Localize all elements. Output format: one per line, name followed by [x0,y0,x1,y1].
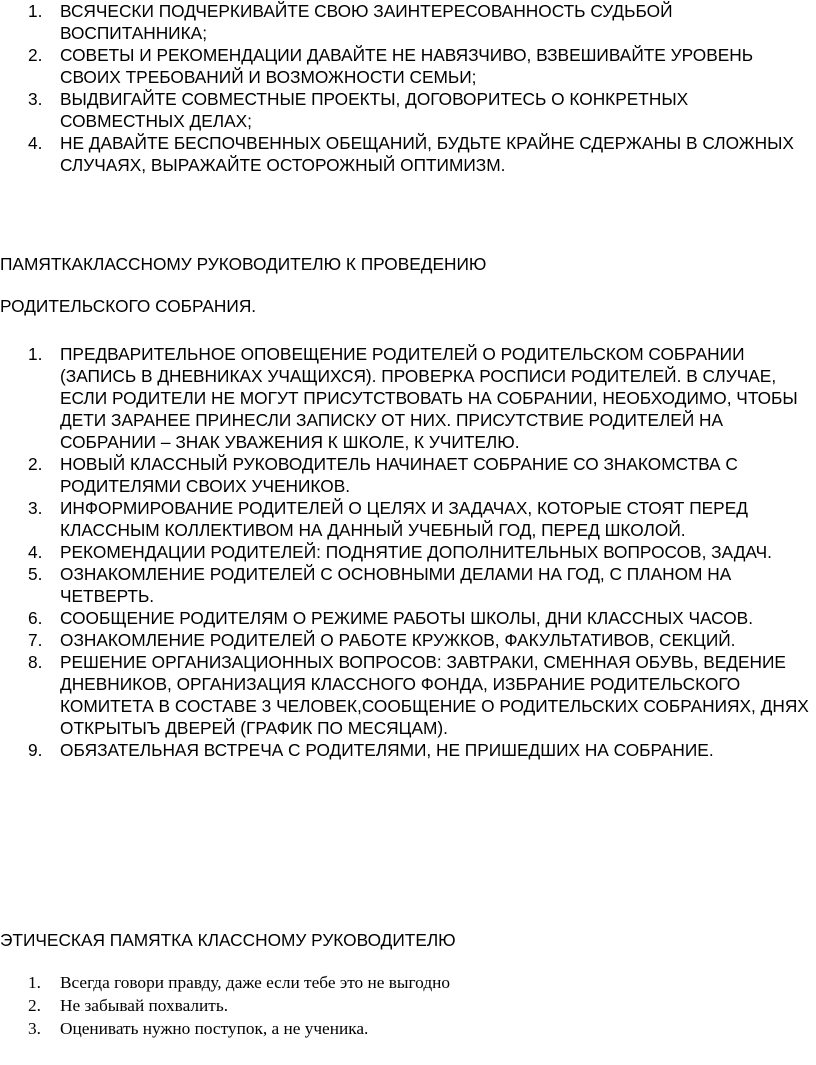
list-item-number: 5. [28,564,43,584]
list-item-number: 2. [28,45,43,65]
list-item [0,1017,812,1040]
list-item [0,541,812,563]
list-item-number: 1. [28,344,43,364]
list-item [0,44,812,88]
list-item-number: 3. [28,1019,41,1038]
list-item [0,994,812,1017]
list-item-text: ОБЯЗАТЕЛЬНАЯ ВСТРЕЧА С РОДИТЕЛЯМИ, НЕ ПРИШЕДШИХ НА СОБРАНИЕ. [60,740,714,760]
meeting-heading-line-2: РОДИТЕЛЬСКОГО СОБРАНИЯ. [0,296,257,316]
list-item-text: Всегда говори правду, даже если тебе это не выгодно [60,973,451,992]
list-item [0,629,812,651]
list-item-text: РЕШЕНИЕ ОРГАНИЗАЦИОННЫХ ВОПРОСОВ: ЗАВТРАКИ, СМЕННАЯ ОБУВЬ, ВЕДЕНИЕ ДНЕВНИКОВ, ОРГАНИЗАЦИЯ КЛАССНОГО ФОНДА, ИЗБРАНИЕ РОДИТЕЛЬСКОГО КОМИТЕТА В СОСТАВЕ 3 ЧЕЛОВЕК,СООБЩЕНИЕ О РОДИТЕЛЬСКИХ СОБРАНИЯХ, ДНЯХ ОТКРЫТЫЪ ДВЕРЕЙ (ГРАФИК ПО МЕСЯЦАМ). [60,652,809,738]
list-item-number: 3. [28,498,43,518]
list-item-text: Не забывай похвалить. [60,996,229,1015]
list-item-number: 7. [28,630,43,650]
list-item [0,971,812,994]
list-item [0,453,812,497]
list-item-number: 1. [28,1,43,21]
list-item-text: ПРЕДВАРИТЕЛЬНОЕ ОПОВЕЩЕНИЕ РОДИТЕЛЕЙ О РОДИТЕЛЬСКОМ СОБРАНИИ (ЗАПИСЬ В ДНЕВНИКАХ УЧАЩИХСЯ). ПРОВЕРКА РОСПИСИ РОДИТЕЛЕЙ. В СЛУЧАЕ, ЕСЛИ РОДИТЕЛИ НЕ МОГУТ ПРИСУТСТВОВАТЬ НА СОБРАНИИ, НЕОБХОДИМО, ЧТОБЫ ДЕТИ ЗАРАНЕЕ ПРИНЕСЛИ ЗАПИСКУ ОТ НИХ. ПРИСУТСТВИЕ РОДИТЕЛЕЙ НА СОБРАНИИ – ЗНАК УВАЖЕНИЯ К ШКОЛЕ, К УЧИТЕЛЮ. [60,344,798,452]
list-item-number: 3. [28,89,43,109]
list-item-number: 1. [28,973,41,992]
advice-list [0,0,812,176]
meeting-heading-line-1: ПАМЯТКАКЛАССНОМУ РУКОВОДИТЕЛЮ К ПРОВЕДЕНИЮ [0,254,487,274]
list-item-text: СООБЩЕНИЕ РОДИТЕЛЯМ О РЕЖИМЕ РАБОТЫ ШКОЛЫ, ДНИ КЛАССНЫХ ЧАСОВ. [60,608,754,628]
list-item-text: ОЗНАКОМЛЕНИЕ РОДИТЕЛЕЙ С ОСНОВНЫМИ ДЕЛАМИ НА ГОД, С ПЛАНОМ НА ЧЕТВЕРТЬ. [60,564,732,606]
list-item-text: СОВЕТЫ И РЕКОМЕНДАЦИИ ДАВАЙТЕ НЕ НАВЯЗЧИВО, ВЗВЕШИВАЙТЕ УРОВЕНЬ СВОИХ ТРЕБОВАНИЙ И ВОЗМОЖНОСТИ СЕМЬИ; [60,45,754,87]
list-item-text: Оценивать нужно поступок, а не ученика. [60,1019,369,1038]
list-item [0,651,812,739]
list-item-text: ОЗНАКОМЛЕНИЕ РОДИТЕЛЕЙ О РАБОТЕ КРУЖКОВ, ФАКУЛЬТАТИВОВ, СЕКЦИЙ. [60,630,736,650]
list-item [0,343,812,453]
list-item-number: 8. [28,652,43,672]
ethics-list [0,971,812,1040]
list-item [0,0,812,44]
list-item-text: РЕКОМЕНДАЦИИ РОДИТЕЛЕЙ: ПОДНЯТИЕ ДОПОЛНИТЕЛЬНЫХ ВОПРОСОВ, ЗАДАЧ. [60,542,772,562]
list-item-number: 4. [28,133,43,153]
list-item-number: 2. [28,996,41,1015]
list-item [0,88,812,132]
list-item-text: ИНФОРМИРОВАНИЕ РОДИТЕЛЕЙ О ЦЕЛЯХ И ЗАДАЧАХ, КОТОРЫЕ СТОЯТ ПЕРЕД КЛАССНЫМ КОЛЛЕКТИВОМ НА ДАННЫЙ УЧЕБНЫЙ ГОД, ПЕРЕД ШКОЛОЙ. [60,498,748,540]
list-item [0,563,812,607]
meeting-steps-list [0,343,812,761]
list-item-text: ВСЯЧЕСКИ ПОДЧЕРКИВАЙТЕ СВОЮ ЗАИНТЕРЕСОВАННОСТЬ СУДЬБОЙ ВОСПИТАННИКА; [60,1,673,43]
list-item [0,607,812,629]
list-item [0,739,812,761]
list-item-number: 2. [28,454,43,474]
list-item-text: ВЫДВИГАЙТЕ СОВМЕСТНЫЕ ПРОЕКТЫ, ДОГОВОРИТЕСЬ О КОНКРЕТНЫХ СОВМЕСТНЫХ ДЕЛАХ; [60,89,689,131]
list-item-number: 9. [28,740,43,760]
list-item-text: НОВЫЙ КЛАССНЫЙ РУКОВОДИТЕЛЬ НАЧИНАЕТ СОБРАНИЕ СО ЗНАКОМСТВА С РОДИТЕЛЯМИ СВОИХ УЧЕНИКОВ. [60,454,738,496]
list-item-number: 6. [28,608,43,628]
list-item [0,497,812,541]
list-item-number: 4. [28,542,43,562]
list-item [0,132,812,176]
list-item-text: НЕ ДАВАЙТЕ БЕСПОЧВЕННЫХ ОБЕЩАНИЙ, БУДЬТЕ КРАЙНЕ СДЕРЖАНЫ В СЛОЖНЫХ СЛУЧАЯХ, ВЫРАЖАЙТЕ ОСТОРОЖНЫЙ ОПТИМИЗМ. [60,133,794,175]
ethics-heading: ЭТИЧЕСКАЯ ПАМЯТКА КЛАССНОМУ РУКОВОДИТЕЛЮ [0,930,456,950]
